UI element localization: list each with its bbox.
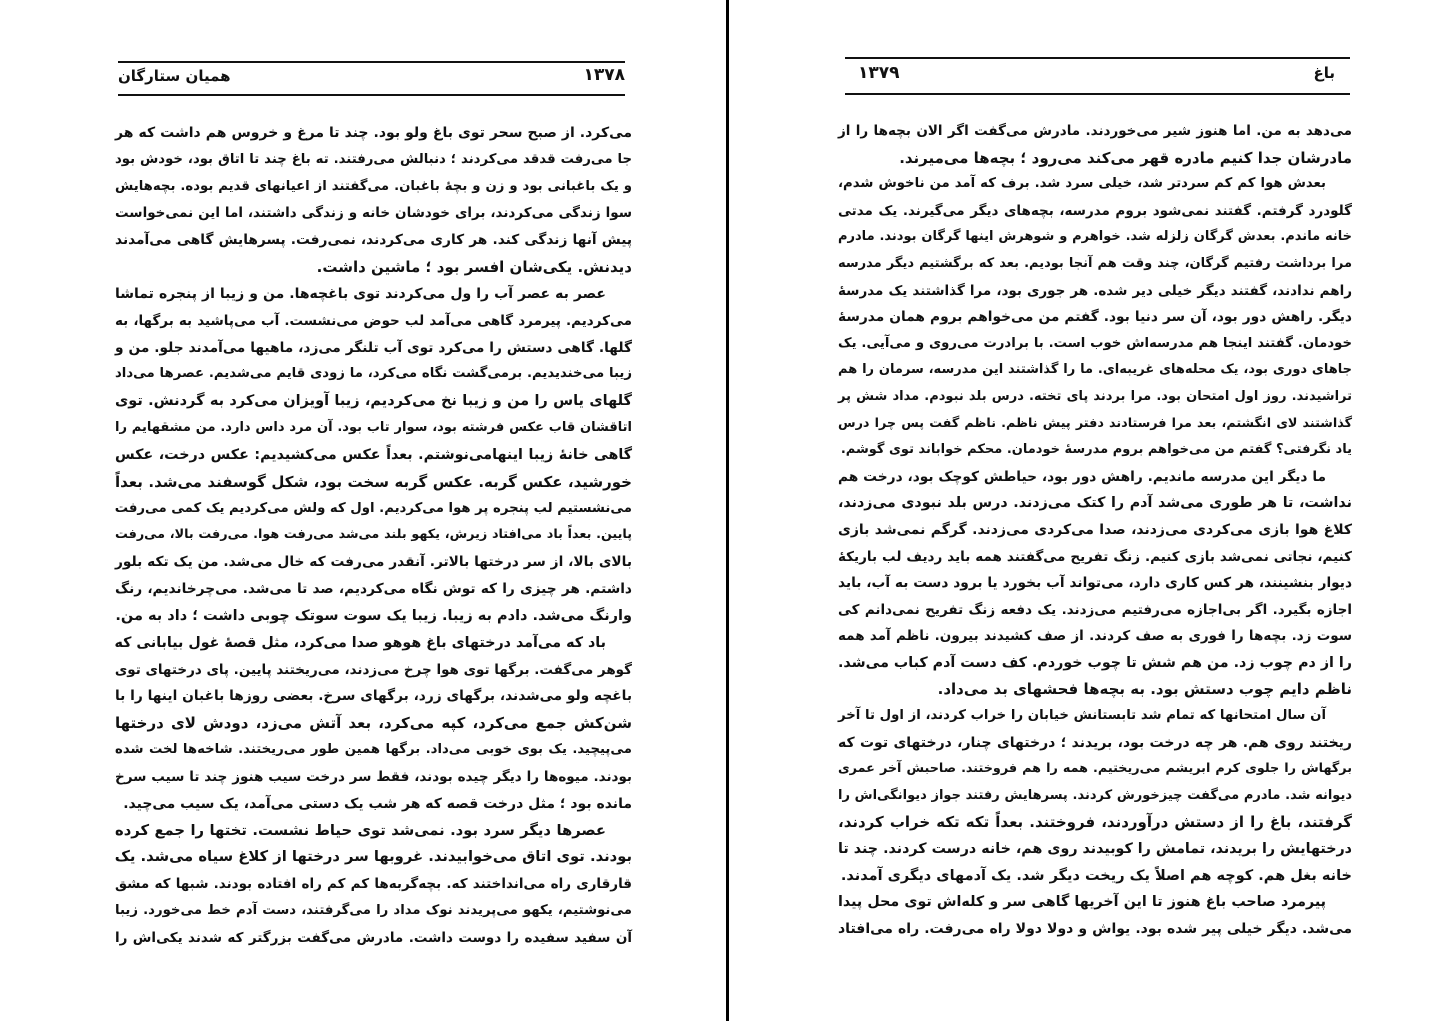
right-page — [730, 0, 1450, 1021]
text-line: می‌دهد به من. اما هنوز شیر می‌خوردند. مادرش می‌گفت اگر الان بچه‌ها را از — [838, 123, 1352, 139]
text-line: راهم ندادند، گفتند دیگر خیلی دیر شده. هر جوری بود، مرا گذاشتند یک مدرسهٔ — [838, 282, 1352, 299]
text-line: آن سال امتحانها که تمام شد تابستانش خیابان را خراب کردند، از اول تا آخر — [838, 708, 1326, 724]
text-line: تراشیدند. روز اول امتحان بود. مرا بردند پای تخته. درس بلد نبودم. مداد شش پر — [838, 388, 1352, 404]
text-line: باد که می‌آمد درختهای باغ هوهو صدا می‌کرد، مثل قصهٔ غول بیابانی که — [114, 634, 606, 651]
text-line: ناظم دایم چوب دستش بود. به بچه‌ها فحشهای بد می‌داد. — [937, 680, 1352, 699]
text-line: می‌کردیم. پیرمرد گاهی می‌آمد لب حوض می‌نشست. آب می‌پاشید به برگها، به — [115, 312, 632, 329]
text-line: شن‌کش جمع می‌کرد، کپه می‌کرد، بعد آتش می‌زد، دودش لای درختها — [115, 714, 632, 733]
text-line: خانه ماندم. بعدش گرگان زلزله شد. خواهرم و شوهرش اینها گرگان بودند. مادرم — [838, 229, 1352, 245]
paragraph — [115, 120, 632, 281]
text-line: گرفتند، باغ را از دستش درآوردند، فروختند. بعداً تکه تکه خراب کردند، — [838, 813, 1352, 832]
text-line: دیگر. راهش دور بود، آن سر دنیا بود. گفتم من می‌خواهم بروم همان مدرسهٔ — [838, 309, 1352, 326]
paragraph — [838, 464, 1352, 703]
text-line: خانه بغل هم. کوچه هم اصلاً یک ریخت دیگر شد. یک آدمهای دیگری آمدند. — [840, 867, 1352, 884]
text-line: مانده بود ؛ مثل درخت قصه که هر شب یک دستی می‌آمد، یک سیب می‌چید. — [123, 795, 632, 812]
text-line: ریختند روی هم. هر چه درخت بود، بریدند ؛ درختهای چنار، درختهای توت که — [838, 734, 1352, 751]
text-line: اجازه بگیرد. اگر بی‌اجازه می‌رفتیم می‌زدند. یک دفعه زنگ تفریح نمی‌دانم کی — [838, 601, 1352, 618]
text-line: می‌کرد. از صبح سحر توی باغ ولو بود. چند تا مرغ و خروس هم داشت که هر — [115, 125, 632, 141]
text-line: خورشید، عکس گربه. عکس گربه سخت بود، شکل گوسفند می‌شد. بعداً — [115, 472, 632, 491]
text-line: و یک باغبانی بود و زن و بچهٔ باغبان. می‌گفتند از اعیانهای قدیم بوده. بچه‌هایش — [115, 178, 632, 194]
text-line: اتاقشان قاب عکس فرشته بود، سوار تاب بود. آن مرد داس دارد. من مشقهایم را — [115, 420, 632, 436]
text-line: می‌پیچید. یک بوی خوبی می‌داد. برگها همین طور می‌ریختند. شاخه‌ها لخت شده — [115, 742, 632, 758]
text-line: کنیم، نجاتی نمی‌شد بازی کنیم. زنگ تفریح می‌گفتند همه باید ردیف لب باریکهٔ — [838, 548, 1352, 565]
running-title: همیان ستارگان — [118, 67, 231, 85]
text-line: یاد نگرفتی؟ گفتم من می‌خواهم بروم مدرسهٔ خودمان. محکم خواباند توی گوشم. — [840, 442, 1352, 458]
text-line: سوا زندگی می‌کردند، برای خودشان خانه و زندگی داشتند، اما این نمی‌خواست — [115, 205, 632, 222]
paragraph — [838, 703, 1352, 889]
running-title: باغ — [1313, 64, 1335, 82]
text-line: مرا برداشت رفتیم گرگان، چند وقت هم آنجا بودیم. بعد که برگشتیم دیگر مدرسه — [838, 255, 1352, 271]
text-line: می‌شد. دیگر خیلی پیر شده بود. یواش و دولا دولا راه می‌رفت. راه می‌افتاد — [838, 920, 1352, 937]
text-line: ما دیگر این مدرسه ماندیم. راهش دور بود، حیاطش کوچک بود، درخت هم — [838, 468, 1326, 485]
book-gutter — [726, 0, 729, 1021]
header-top-rule — [845, 57, 1350, 59]
page-number: ۱۳۷۸ — [583, 65, 625, 85]
text-line: گلهای یاس را من و زیبا نخ می‌کردیم، زیبا آویزان می‌کرد به گردنش. توی — [115, 393, 632, 410]
text-block — [115, 120, 632, 952]
text-line: جاهای دوری بود، یک محله‌های غریبه‌ای. ما را گذاشتند این مدرسه، سرمان را هم — [838, 362, 1352, 378]
text-line: سوت زد. بچه‌ها را فوری به صف کردند. از صف کشیدند بیرون. ناظم آمد همه — [838, 628, 1352, 645]
text-line: جا می‌رفت قدقد می‌کردند ؛ دنبالش می‌رفتند. ته باغ چند تا اتاق بود، خودش بود — [115, 151, 632, 167]
text-line: پیش آنها زندگی کند. هر کاری می‌کردند، نمی‌رفت. پسرهایش گاهی می‌آمدند — [115, 232, 632, 249]
text-line: بودند. توی اتاق می‌خوابیدند. غروبها سر درختها از کلاغ سیاه می‌شد. یک — [114, 848, 632, 866]
text-line: را از دم چوب زد. من هم شش تا چوب خوردم. کف دست آدم کباب می‌شد. — [838, 654, 1352, 671]
text-line: پایین. بعداً باد می‌افتاد زیرش، یکهو بلند می‌شد می‌رفت هوا. می‌رفت بالا، می‌رفت — [115, 527, 632, 543]
paragraph — [115, 818, 632, 952]
text-line: بودند. میوه‌ها را دیگر چیده بودند، فقط سر درخت سیب هنوز چند تا سیب سرخ — [115, 768, 632, 785]
text-line: بالای بالا، از سر درختها بالاتر. آنقدر می‌رفت که خال می‌شد. من یک تکه بلور — [115, 554, 632, 571]
header-top-rule — [118, 61, 625, 63]
text-line: می‌نوشتیم، یکهو می‌پریدند نوک مداد را می‌گرفتند، دست آدم خط می‌خورد. زیبا — [115, 903, 632, 919]
text-line: می‌نشستیم لب پنجره پر هوا می‌کردیم. اول که ولش می‌کردیم یک کمی می‌رفت — [114, 500, 632, 516]
text-line: باغچه ولو می‌شدند، برگهای زرد، برگهای سرخ. بعضی روزها باغبان اینها را با — [115, 688, 632, 705]
text-line: خودمان. گفتند اینجا هم مدرسه‌اش خوب است. با برادرت می‌روی و می‌آیی. یک — [838, 335, 1352, 351]
text-line: بعدش هوا کم کم سردتر شد، خیلی سرد شد. برف که آمد من ناخوش شدم، — [838, 176, 1326, 192]
header-bottom-rule — [118, 94, 625, 96]
text-line: گذاشتند لای انگشتم، بعد مرا فرستادند دفتر پیش ناظم. ناظم گفت پس چرا درس — [838, 415, 1352, 431]
paragraph — [838, 171, 1352, 464]
text-line: آن سفید سفیده را دوست داشت. مادرش می‌گفت بزرگتر که شدند یکی‌اش را — [115, 929, 632, 946]
paragraph — [838, 118, 1352, 171]
page-number: ۱۳۷۹ — [858, 63, 900, 83]
text-line: درختهایش را بریدند، تمامش را کوبیدند روی هم، خانه درست کردند. چند تا — [838, 841, 1352, 858]
text-line: گلودرد گرفتم. گفتند نمی‌شود بروم مدرسه، بچه‌های دیگر می‌گیرند. یک مدتی — [838, 202, 1352, 219]
text-line: گوهر می‌گفت. برگها توی هوا چرخ می‌زدند، می‌ریختند پایین. پای درختهای توی — [114, 661, 632, 678]
paragraph — [115, 281, 632, 630]
text-line: داشتم. هر چیزی را که توش نگاه می‌کردیم، صد تا می‌شد. می‌چرخاندیم، رنگ — [115, 581, 632, 598]
text-line: برگهاش را جلوی کرم ابریشم می‌ریختیم. همه را هم فروختند. صاحبش آخر عمری — [838, 761, 1352, 777]
text-line: عصر به عصر آب را ول می‌کردند توی باغچه‌ها. من و زیبا از پنجره تماشا — [115, 285, 606, 302]
text-line: عصرها دیگر سرد بود. نمی‌شد توی حیاط نشست. تختها را جمع کرده — [115, 821, 606, 839]
paragraph — [838, 889, 1352, 942]
paragraph — [115, 630, 632, 818]
text-line: پیرمرد صاحب باغ هنوز تا این آخریها گاهی سر و کله‌اش توی محل پیدا — [838, 894, 1326, 911]
text-line: کلاغ هوا بازی می‌کردی می‌زدند، صدا می‌کردی می‌زدند. گرگم نمی‌شد بازی — [838, 521, 1352, 538]
text-line: نداشت، تا هر طوری می‌شد آدم را کتک می‌زدند. درس بلد نبودی می‌زدند، — [838, 495, 1352, 512]
text-line: دیدنش. یکی‌شان افسر بود ؛ ماشین داشت. — [316, 258, 632, 277]
text-line: گلها. گاهی دستش را می‌کرد توی آب تلنگر می‌زد، ماهیها می‌آمدند جلو. من و — [115, 339, 632, 356]
header-bottom-rule — [845, 93, 1350, 95]
text-block — [838, 118, 1352, 942]
text-line: مادرشان جدا کنیم مادره قهر می‌کند می‌رود ؛ بچه‌ها می‌میرند. — [899, 148, 1352, 167]
text-line: دیوار بنشینند، هر کس کاری دارد، می‌تواند آب بخورد یا برود دست به آب، باید — [838, 575, 1352, 592]
text-line: گاهی خانهٔ زیبا اینهامی‌نوشتم. بعداً عکس می‌کشیدیم: عکس درخت، عکس — [115, 446, 632, 463]
text-line: دیوانه شد. مادرم می‌گفت چیزخورش کردند. پسرهایش رفتند جواز دیوانگی‌اش را — [838, 787, 1352, 803]
text-line: زیبا می‌خندیدیم. برمی‌گشت نگاه می‌کرد، ما زودی قایم می‌شدیم. عصرها می‌داد — [115, 366, 632, 382]
text-line: وارنگ می‌شد. دادم به زیبا. زیبا یک سوت سوتک چوبی داشت ؛ داد به من. — [115, 607, 632, 624]
text-line: قارقاری راه می‌انداختند که. بچه‌گربه‌ها کم کم راه افتاده بودند. شبها که مشق — [115, 876, 632, 893]
